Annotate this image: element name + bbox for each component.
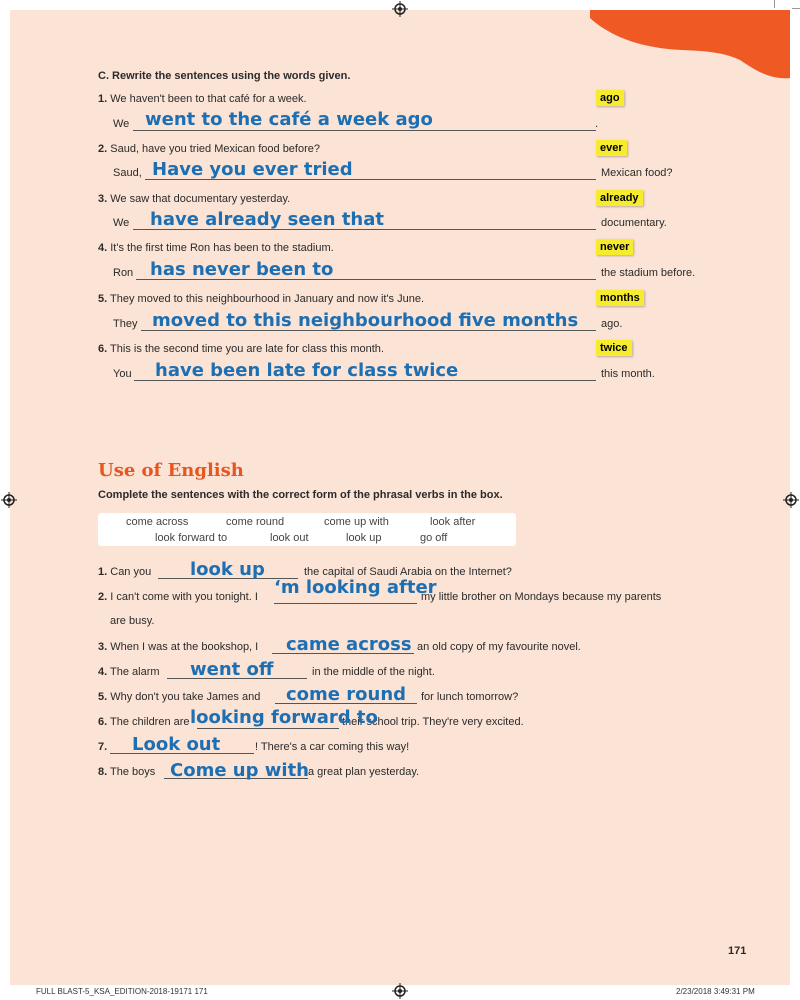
c5-sentence xyxy=(98,293,424,305)
u3-after: an old copy of my favourite novel. xyxy=(417,641,581,653)
textbook-page xyxy=(10,10,790,985)
u1-after: the capital of Saudi Arabia on the Internet? xyxy=(304,566,512,578)
u8-before xyxy=(98,766,155,778)
c4-text: It's the first time Ron has been to the stadium. xyxy=(110,242,334,254)
print-slug-right: 2/23/2018 3:49:31 PM xyxy=(676,987,755,996)
u8-answer: Come up with xyxy=(170,760,309,781)
c2-answer: Have you ever tried xyxy=(152,159,353,180)
c6-text: This is the second time you are late for class this month. xyxy=(110,343,384,355)
u7-number: 7. xyxy=(98,741,108,753)
u2-before-text: I can't come with you tonight. I xyxy=(110,591,258,603)
c1-answer-line xyxy=(133,130,596,131)
crop-mark xyxy=(792,8,800,9)
u3-before-text: When I was at the bookshop, I xyxy=(110,641,259,653)
u7-after: ! There's a car coming this way! xyxy=(255,741,410,753)
use-of-english-title: Use of English xyxy=(98,460,244,481)
u6-answer: looking forward to xyxy=(190,707,378,728)
u1-before xyxy=(98,566,151,578)
corner-decoration xyxy=(590,10,790,80)
u4-answer: went off xyxy=(190,659,274,680)
box-word: come round xyxy=(226,516,285,528)
c5-text: They moved to this neighbourhood in January and now it's June. xyxy=(110,293,425,305)
u5-before xyxy=(98,691,260,703)
c1-keyword: ago xyxy=(596,90,624,106)
c5-number: 5. xyxy=(98,293,108,305)
c6-suffix: this month. xyxy=(601,368,655,380)
u7-before xyxy=(98,741,107,753)
c5-suffix: ago. xyxy=(601,318,623,330)
u6-before-text: The children are xyxy=(110,716,190,728)
u6-before xyxy=(98,716,190,728)
c3-answer: have already seen that xyxy=(150,209,384,230)
c3-prefix: We xyxy=(113,217,130,229)
c4-suffix: the stadium before. xyxy=(601,267,696,279)
u3-before xyxy=(98,641,258,653)
c1-suffix: . xyxy=(595,118,599,130)
u5-answer: come round xyxy=(286,684,407,705)
box-word: come up with xyxy=(324,516,389,528)
u5-after: for lunch tomorrow? xyxy=(421,691,519,703)
section-c-heading: C. Rewrite the sentences using the words given. xyxy=(98,70,351,82)
u1-answer: look up xyxy=(190,559,265,580)
u6-number: 6. xyxy=(98,716,108,728)
crop-mark xyxy=(774,0,775,8)
c3-keyword: already xyxy=(596,190,643,206)
c4-number: 4. xyxy=(98,242,108,254)
registration-mark-icon xyxy=(783,492,799,508)
u4-after: in the middle of the night. xyxy=(312,666,435,678)
c1-number: 1. xyxy=(98,93,108,105)
u8-after: a great plan yesterday. xyxy=(308,766,420,778)
u2-answer-line xyxy=(274,603,417,604)
c5-prefix: They xyxy=(113,318,138,330)
c2-suffix: Mexican food? xyxy=(601,167,673,179)
c3-sentence xyxy=(98,193,290,205)
registration-mark-icon xyxy=(392,1,408,17)
c4-keyword: never xyxy=(596,239,633,255)
box-word: look after xyxy=(430,516,476,528)
page-number: 171 xyxy=(728,945,747,957)
c4-answer: has never been to xyxy=(150,259,334,280)
u3-answer: came across xyxy=(286,634,412,655)
u2-before xyxy=(98,591,258,603)
c2-prefix: Saud, xyxy=(113,167,142,179)
u6-after: their school trip. They're very excited. xyxy=(342,716,524,728)
u2-after: my little brother on Mondays because my parents xyxy=(421,591,662,603)
c3-suffix: documentary. xyxy=(601,217,667,229)
u6-answer-line xyxy=(197,728,339,729)
c4-prefix: Ron xyxy=(113,267,134,279)
phrasal-verb-box xyxy=(98,513,516,546)
c5-answer: moved to this neighbourhood five months xyxy=(152,310,579,331)
u4-number: 4. xyxy=(98,666,108,678)
box-word: look up xyxy=(346,532,382,544)
c6-number: 6. xyxy=(98,343,108,355)
use-of-english-instruction: Complete the sentences with the correct form of the phrasal verbs in the box. xyxy=(98,489,503,501)
u7-answer: Look out xyxy=(132,734,221,755)
c2-text: Saud, have you tried Mexican food before? xyxy=(110,143,320,155)
print-slug-left: FULL BLAST-5_KSA_EDITION-2018-19171 171 xyxy=(36,987,208,996)
c3-text: We saw that documentary yesterday. xyxy=(110,193,291,205)
c5-keyword: months xyxy=(596,290,644,306)
registration-mark-icon xyxy=(1,492,17,508)
box-word: look out xyxy=(270,532,309,544)
c1-answer: went to the café a week ago xyxy=(145,109,433,130)
box-word: go off xyxy=(420,532,448,544)
box-word: come across xyxy=(126,516,189,528)
u4-before xyxy=(98,666,160,678)
u2-answer: ‘m looking after xyxy=(274,577,437,598)
c2-keyword: ever xyxy=(596,140,627,156)
u3-number: 3. xyxy=(98,641,108,653)
c2-sentence xyxy=(98,143,320,155)
c3-number: 3. xyxy=(98,193,108,205)
c2-number: 2. xyxy=(98,143,108,155)
u2-number: 2. xyxy=(98,591,108,603)
c1-sentence xyxy=(98,93,307,105)
c1-prefix: We xyxy=(113,118,130,130)
u5-number: 5. xyxy=(98,691,108,703)
c4-sentence xyxy=(98,242,334,254)
u5-before-text: Why don't you take James and xyxy=(110,691,261,703)
c6-answer: have been late for class twice xyxy=(155,360,459,381)
u1-number: 1. xyxy=(98,566,108,578)
u1-before-text: Can you xyxy=(110,566,152,578)
c6-sentence xyxy=(98,343,384,355)
c6-keyword: twice xyxy=(596,340,632,356)
box-word: look forward to xyxy=(155,532,228,544)
u4-before-text: The alarm xyxy=(110,666,160,678)
c1-text: We haven't been to that café for a week. xyxy=(110,93,307,105)
u8-before-text: The boys xyxy=(110,766,156,778)
u2-continuation: are busy. xyxy=(110,615,155,627)
c6-prefix: You xyxy=(113,368,132,380)
registration-mark-icon xyxy=(392,983,408,999)
u8-number: 8. xyxy=(98,766,108,778)
